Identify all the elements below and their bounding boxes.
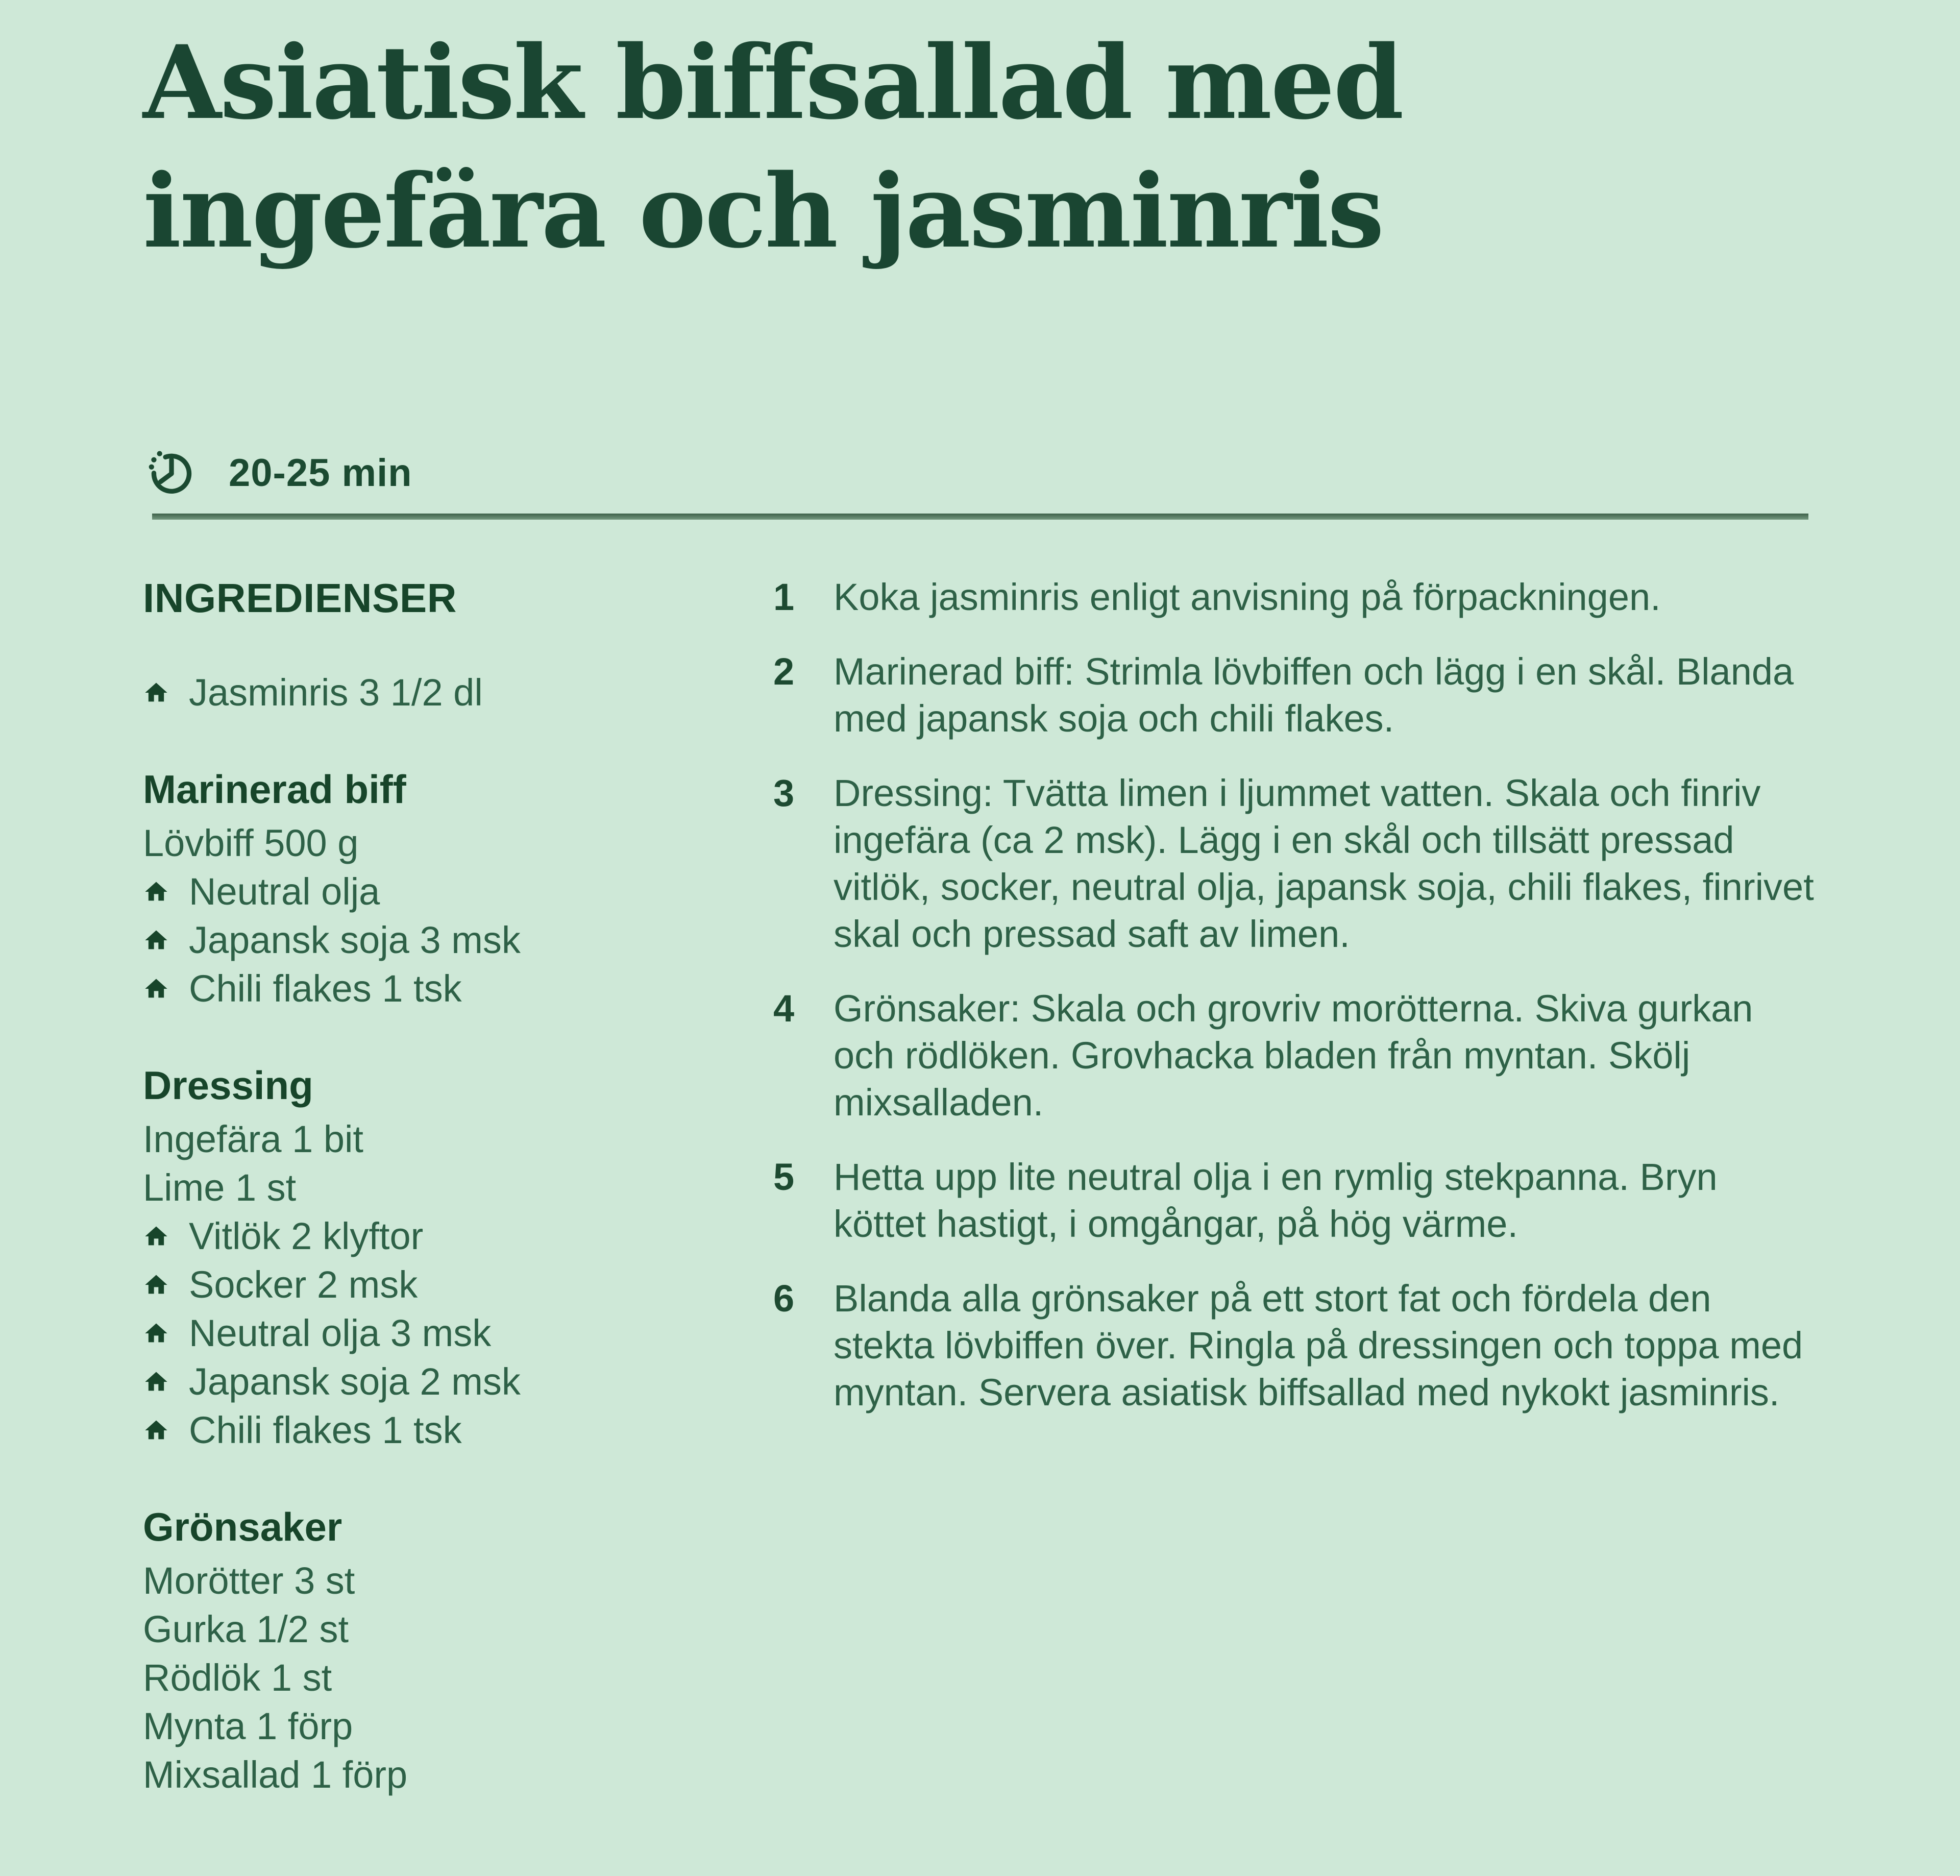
step-text: Blanda alla grönsaker på ett stort fat och fördela den stekta lövbiffen över. Ringla på dressingen och toppa med myntan. Servera asiatisk biffsallad med nykokt jasminris. bbox=[834, 1277, 1803, 1414]
ingredient-item bbox=[143, 668, 732, 717]
content-columns bbox=[143, 574, 1817, 1799]
step-text: Grönsaker: Skala och grovriv morötterna. Skiva gurkan och rödlöken. Grovhacka bladen från myntan. Skölj mixsalladen. bbox=[834, 987, 1753, 1124]
ingredient-text: Mynta 1 förp bbox=[143, 1705, 353, 1747]
timer-clock-icon bbox=[143, 444, 200, 501]
instruction-step bbox=[773, 770, 1817, 958]
page-title bbox=[143, 18, 1817, 276]
home-icon bbox=[143, 1320, 169, 1347]
step-text: Hetta upp lite neutral olja i en rymlig stekpanna. Bryn köttet hastigt, i omgångar, på hög värme. bbox=[834, 1156, 1718, 1245]
step-text: Marinerad biff: Strimla lövbiffen och lägg i en skål. Blanda med japansk soja och chili flakes. bbox=[834, 650, 1794, 740]
ingredient-item bbox=[143, 819, 732, 867]
home-icon bbox=[143, 1417, 169, 1444]
ingredient-item bbox=[143, 867, 732, 916]
ingredient-text: Socker 2 msk bbox=[189, 1263, 418, 1306]
home-icon bbox=[143, 1369, 169, 1395]
ingredient-text: Jasminris 3 1/2 dl bbox=[189, 671, 483, 714]
home-icon bbox=[143, 1272, 169, 1298]
ingredient-item bbox=[143, 1406, 732, 1454]
divider bbox=[152, 514, 1808, 520]
step-number: 4 bbox=[773, 987, 795, 1030]
ingredient-text: Rödlök 1 st bbox=[143, 1656, 332, 1699]
step-text: Koka jasminris enligt anvisning på förpackningen. bbox=[834, 576, 1661, 618]
step-number: 6 bbox=[773, 1277, 795, 1320]
step-number: 1 bbox=[773, 576, 795, 618]
step-text: Dressing: Tvätta limen i ljummet vatten. Skala och finriv ingefära (ca 2 msk). Lägg i en skål och tillsätt pressad vitlök, socker, neutral olja, japansk soja, chili flakes, finrivet skal och pressad saft av limen. bbox=[834, 772, 1814, 955]
page-title-line-1: Asiatisk biffsallad med bbox=[143, 23, 1403, 142]
ingredients-heading: INGREDIENSER bbox=[143, 575, 457, 621]
cook-time-label: 20-25 min bbox=[229, 451, 412, 495]
ingredient-text: Chili flakes 1 tsk bbox=[189, 1409, 462, 1451]
ingredient-text: Gurka 1/2 st bbox=[143, 1608, 349, 1650]
ingredient-group-heading-dressing: Dressing bbox=[143, 1063, 313, 1108]
ingredient-group-heading-marinerad-biff: Marinerad biff bbox=[143, 767, 406, 812]
instruction-step bbox=[773, 574, 1817, 621]
ingredient-item bbox=[143, 916, 732, 964]
recipe-page bbox=[0, 18, 1960, 1876]
ingredient-item bbox=[143, 1556, 732, 1605]
ingredient-text: Japansk soja 2 msk bbox=[189, 1360, 521, 1403]
ingredient-text: Lövbiff 500 g bbox=[143, 822, 359, 864]
ingredient-text: Vitlök 2 klyftor bbox=[189, 1215, 424, 1257]
home-icon bbox=[143, 1223, 169, 1250]
home-icon bbox=[143, 679, 169, 706]
home-icon bbox=[143, 976, 169, 1002]
instruction-step bbox=[773, 1275, 1817, 1416]
ingredient-text: Morötter 3 st bbox=[143, 1560, 355, 1602]
ingredient-item bbox=[143, 1702, 732, 1750]
ingredient-item bbox=[143, 1115, 732, 1163]
ingredient-item bbox=[143, 1653, 732, 1702]
instructions-panel bbox=[773, 574, 1817, 1444]
ingredient-item bbox=[143, 1750, 732, 1799]
ingredient-item bbox=[143, 1163, 732, 1212]
ingredient-item bbox=[143, 1605, 732, 1653]
ingredient-item bbox=[143, 1212, 732, 1260]
ingredient-text: Neutral olja bbox=[189, 870, 380, 913]
step-number: 2 bbox=[773, 650, 795, 693]
ingredient-text: Japansk soja 3 msk bbox=[189, 919, 521, 961]
ingredient-text: Neutral olja 3 msk bbox=[189, 1312, 492, 1354]
cook-time bbox=[143, 444, 1817, 501]
ingredient-text: Ingefära 1 bit bbox=[143, 1118, 363, 1160]
instruction-step bbox=[773, 1154, 1817, 1248]
home-icon bbox=[143, 927, 169, 954]
instruction-step bbox=[773, 648, 1817, 742]
page-title-line-2: ingefära och jasminris bbox=[143, 152, 1383, 271]
step-number: 3 bbox=[773, 772, 795, 814]
ingredient-group-heading-gronsaker: Grönsaker bbox=[143, 1504, 342, 1549]
ingredient-item bbox=[143, 1260, 732, 1309]
ingredient-text: Mixsallad 1 förp bbox=[143, 1753, 408, 1796]
ingredient-item bbox=[143, 1309, 732, 1357]
instruction-step bbox=[773, 985, 1817, 1126]
ingredients-panel bbox=[143, 574, 773, 1799]
ingredient-text: Lime 1 st bbox=[143, 1166, 297, 1209]
ingredient-item bbox=[143, 964, 732, 1013]
home-icon bbox=[143, 879, 169, 905]
step-number: 5 bbox=[773, 1156, 795, 1198]
ingredient-text: Chili flakes 1 tsk bbox=[189, 967, 462, 1010]
ingredient-item bbox=[143, 1357, 732, 1406]
